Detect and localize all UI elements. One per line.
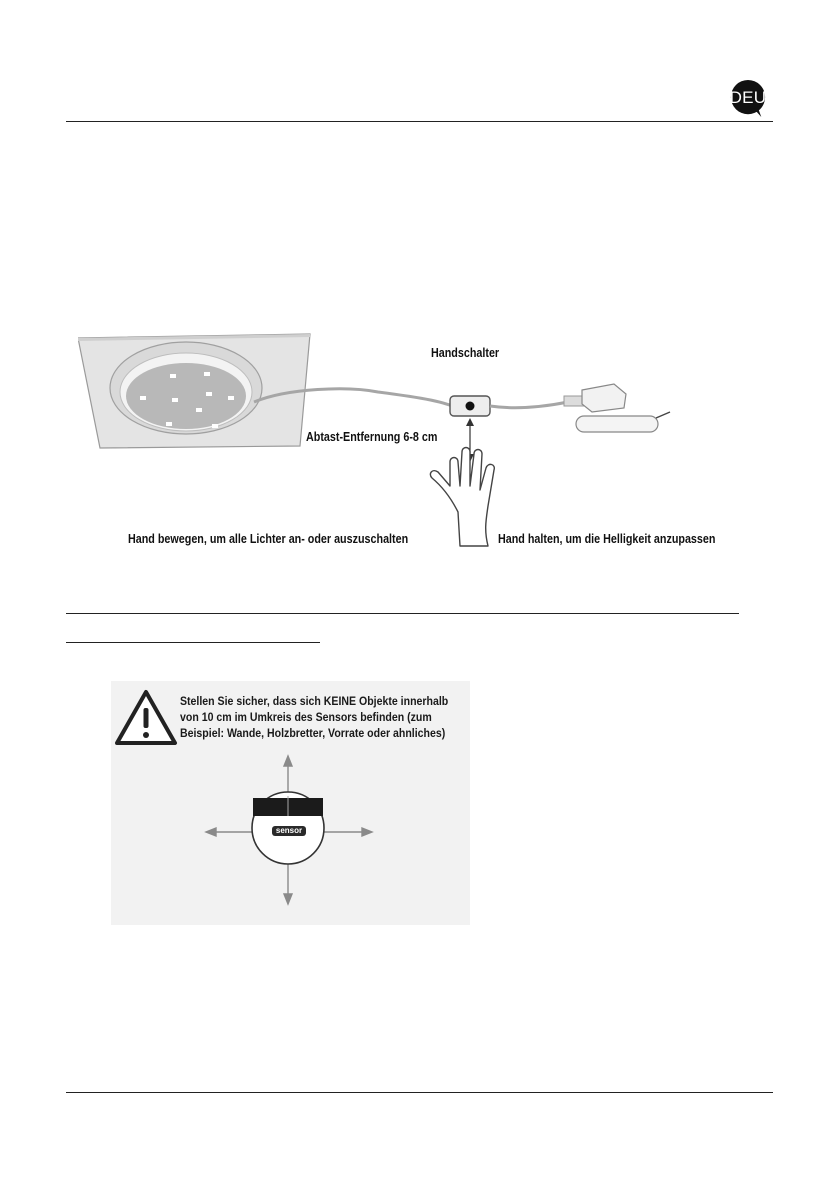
header-rule	[66, 121, 773, 122]
footer-rule	[66, 1092, 773, 1093]
warning-line-2: von 10 cm im Umkreis des Sensors befinden (zum	[180, 710, 432, 724]
language-badge: DEU	[729, 88, 767, 107]
sensor-label: sensor	[275, 826, 303, 835]
warning-line-1: Stellen Sie sicher, dass sich KEINE Objekte innerhalb	[180, 694, 449, 708]
section-underline	[66, 642, 320, 643]
warning-text	[180, 693, 449, 741]
warning-line-3: Beispiel: Wande, Holzbretter, Vorrate oder ahnliches)	[180, 726, 446, 740]
label-hold-hand: Hand halten, um die Helligkeit anzupassen	[498, 532, 716, 546]
warning-icon	[113, 688, 179, 748]
label-sensing-distance: Abtast-Entfernung 6-8 cm	[306, 430, 438, 444]
led-light	[110, 342, 262, 434]
power-adapter	[564, 384, 670, 432]
hand-icon	[430, 448, 494, 547]
label-wave-hand: Hand bewegen, um alle Lichter an- oder auszuschalten	[128, 532, 409, 546]
hand-switch	[450, 396, 490, 416]
cable-2	[490, 402, 568, 408]
label-hand-switch: Handschalter	[431, 346, 500, 360]
product-diagram	[78, 330, 758, 560]
section-rule	[66, 613, 739, 614]
